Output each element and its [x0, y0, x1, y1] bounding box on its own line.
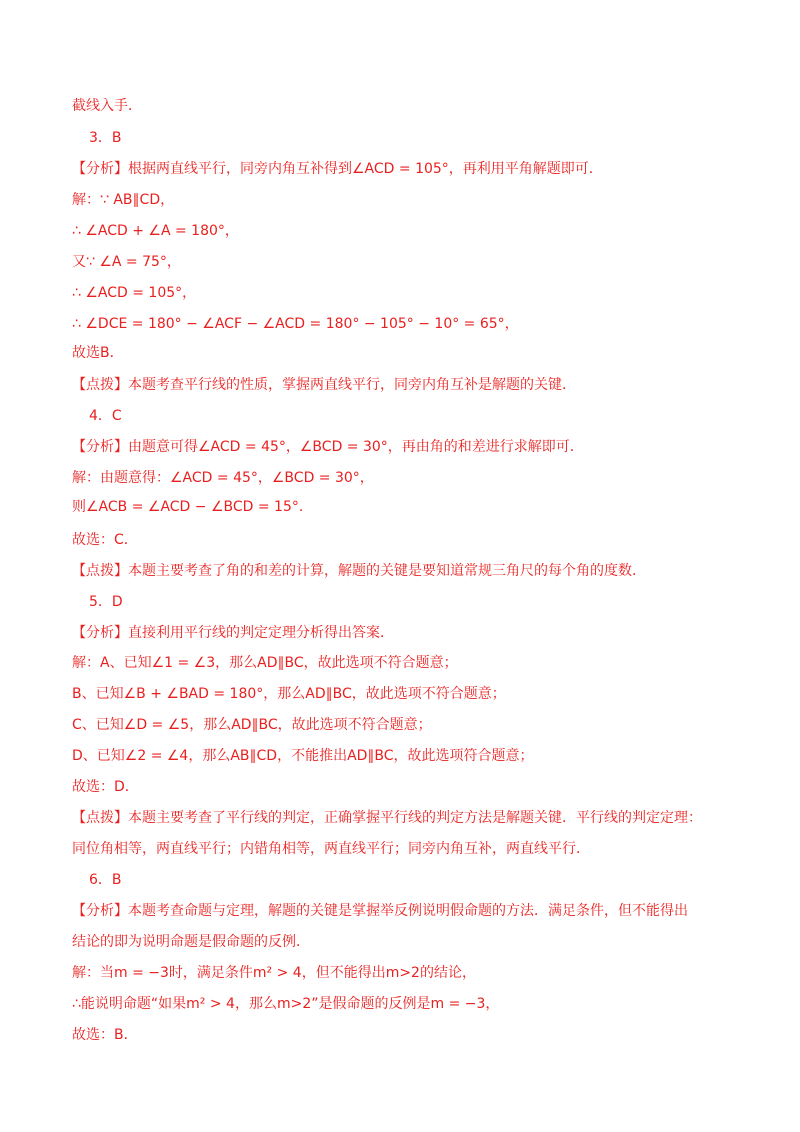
solution-5-option-a: 解：A、已知∠1 = ∠3，那么AD∥BC，故此选项不符合题意； — [72, 655, 458, 671]
analysis-5: 【分析】直接利用平行线的判定定理分析得出答案． — [72, 625, 394, 641]
solution-4-line-2: 则∠ACB = ∠ACD − ∠BCD = 15°． — [72, 499, 313, 515]
solution-6-choice: 故选：B． — [72, 1027, 138, 1043]
solution-6-line-2: ∴能说明命题“如果m² > 4，那么m>2”是假命题的反例是m = −3， — [72, 996, 500, 1012]
solution-5-option-d: D、已知∠2 = ∠4，那么AB∥CD，不能推出AD∥BC，故此选项符合题意； — [72, 748, 534, 764]
answer-4-heading: 4．C — [89, 408, 122, 424]
analysis-6-line-1: 【分析】本题考查命题与定理，解题的关键是掌握举反例说明假命题的方法．满足条件，但不能得出 — [72, 903, 688, 919]
solution-3-choice: 故选B． — [72, 345, 124, 361]
solution-5-option-c: C、已知∠D = ∠5，那么AD∥BC，故此选项不符合题意； — [72, 717, 432, 733]
tip-5-line-2: 同位角相等，两直线平行；内错角相等，两直线平行；同旁内角互补，两直线平行． — [72, 841, 590, 857]
solution-3-line-2: ∴ ∠ACD + ∠A = 180°， — [72, 223, 239, 239]
solution-4-choice: 故选：C． — [72, 532, 138, 548]
solution-5-option-b: B、已知∠B + ∠BAD = 180°，那么AD∥BC，故此选项不符合题意； — [72, 686, 506, 702]
solution-6-line-1: 解：当m = −3时，满足条件m² > 4，但不能得出m>2的结论， — [72, 965, 476, 981]
tip-3: 【点拨】本题考查平行线的性质，掌握两直线平行，同旁内角互补是解题的关键． — [72, 377, 576, 393]
tip-5-line-1: 【点拨】本题主要考查了平行线的判定，正确掌握平行线的判定方法是解题关键．平行线的判定定理： — [72, 810, 702, 826]
solution-5-choice: 故选：D． — [72, 779, 139, 795]
tip-4: 【点拨】本题主要考查了角的和差的计算，解题的关键是要知道常规三角尺的每个角的度数． — [72, 563, 646, 579]
analysis-6-line-2: 结论的即为说明命题是假命题的反例． — [72, 934, 310, 950]
analysis-4: 【分析】由题意可得∠ACD = 45°，∠BCD = 30°，再由角的和差进行求解即可． — [72, 439, 584, 455]
answer-5-heading: 5．D — [89, 594, 123, 610]
solution-4-line-1: 解：由题意得：∠ACD = 45°，∠BCD = 30°， — [72, 470, 374, 486]
solution-3-line-1: 解：∵ AB∥CD， — [72, 192, 175, 208]
solution-3-line-5: ∴ ∠DCE = 180° − ∠ACF − ∠ACD = 180° − 105° − 10° = 65°， — [72, 316, 519, 332]
analysis-3: 【分析】根据两直线平行，同旁内角互补得到∠ACD = 105°，再利用平角解题即可． — [72, 161, 603, 177]
answer-3-heading: 3．B — [89, 130, 122, 146]
answer-6-heading: 6．B — [89, 872, 122, 888]
text-line-continuation: 截线入手． — [72, 98, 142, 114]
solution-3-line-3: 又∵ ∠A = 75°， — [72, 254, 181, 270]
solution-3-line-4: ∴ ∠ACD = 105°， — [72, 285, 197, 301]
